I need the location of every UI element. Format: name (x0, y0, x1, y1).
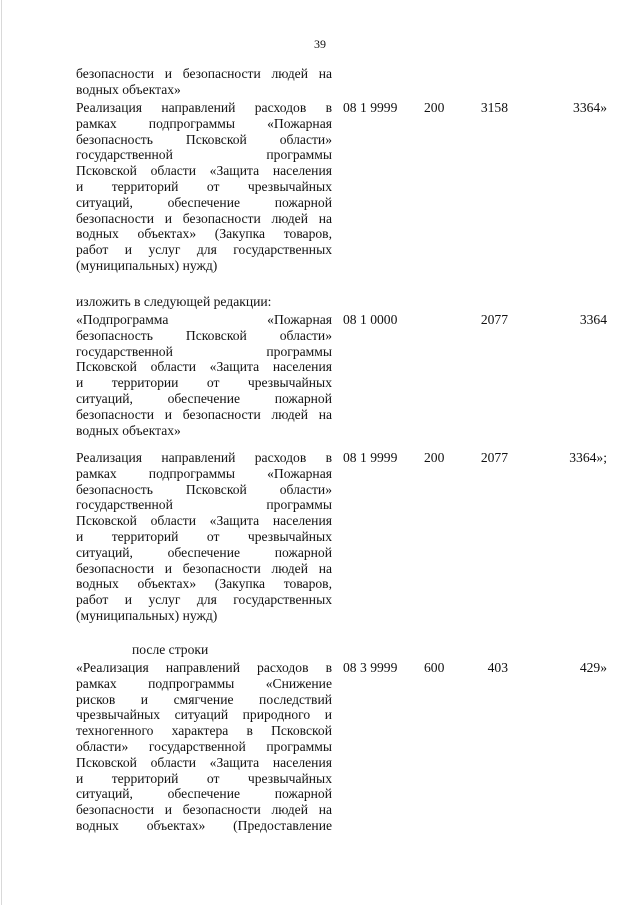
instruction-text (76, 642, 332, 658)
text-line: водных объектах» (Закупка товаров, (76, 576, 332, 592)
text-line: ситуаций, обеспечение пожарной (76, 786, 332, 802)
text-line: области» государственной программы (76, 738, 332, 754)
text-line: государственной программы (76, 343, 332, 359)
amount-cell: 3364»; (569, 450, 607, 465)
text-line: Реализация направлений расходов в (76, 100, 332, 115)
amount-cell: 3364 (579, 312, 607, 327)
text-line: после строки (132, 642, 209, 657)
amount-cell: 2077 (480, 450, 508, 465)
table-row-text (76, 312, 332, 438)
text-line: и территорий от чрезвычайных (76, 770, 332, 786)
text-line: «Подпрограмма «Пожарная (76, 312, 332, 327)
text-line: водных объектах» (76, 81, 181, 97)
text-line: водных объектах» (Закупка товаров, (76, 226, 332, 242)
text-line: Псковской области «Защита населения (76, 513, 332, 529)
text-line: «Реализация направлений расходов в (76, 660, 332, 675)
text-line: (муниципальных) нужд) (76, 257, 218, 273)
text-line: водных объектах» (Предоставление (76, 817, 332, 833)
text-line: государственной программы (76, 497, 332, 513)
text-line: безопасность Псковской области» (76, 327, 332, 343)
text-line: техногенного характера в Псковской (76, 723, 332, 739)
table-row-text-continued (76, 66, 332, 98)
expense-type-cell: 600 (424, 660, 445, 675)
amount-cell: 2077 (480, 312, 508, 327)
text-line: государственной программы (76, 147, 332, 163)
instruction-text (76, 294, 356, 310)
text-line: работ и услуг для государственных (76, 242, 332, 258)
text-line: безопасность Псковской области» (76, 131, 332, 147)
text-line: (муниципальных) нужд) (76, 607, 218, 623)
text-line: безопасности и безопасности людей на (76, 66, 332, 81)
amount-cell: 3158 (480, 100, 508, 115)
text-line: Реализация направлений расходов в (76, 450, 332, 465)
target-code-cell: 08 1 9999 (343, 100, 398, 115)
text-line: безопасности и безопасности людей на (76, 406, 332, 422)
text-line: ситуаций, обеспечение пожарной (76, 544, 332, 560)
text-line: безопасность Псковской области» (76, 481, 332, 497)
text-line: изложить в следующей редакции: (76, 294, 272, 309)
amount-cell: 403 (487, 660, 508, 675)
text-line: ситуаций, обеспечение пожарной (76, 390, 332, 406)
text-line: и территорий от чрезвычайных (76, 178, 332, 194)
text-line: безопасности и безопасности людей на (76, 560, 332, 576)
text-line: работ и услуг для государственных (76, 592, 332, 608)
page-number: 39 (314, 37, 326, 51)
text-line: безопасности и безопасности людей на (76, 210, 332, 226)
text-line: водных объектах» (76, 422, 181, 438)
text-line: ситуаций, обеспечение пожарной (76, 194, 332, 210)
table-row-text (76, 660, 332, 834)
text-line: рисков и смягчение последствий (76, 691, 332, 707)
scan-edge (1, 0, 2, 905)
text-line: рамках подпрограммы «Снижение (76, 675, 332, 691)
text-line: рамках подпрограммы «Пожарная (76, 465, 332, 481)
text-line: безопасности и безопасности людей на (76, 802, 332, 818)
text-line: Псковской области «Защита населения (76, 359, 332, 375)
target-code-cell: 08 1 0000 (343, 312, 398, 327)
target-code-cell: 08 1 9999 (343, 450, 398, 465)
text-line: Псковской области «Защита населения (76, 163, 332, 179)
target-code-cell: 08 3 9999 (343, 660, 398, 675)
amount-cell: 3364» (573, 100, 607, 115)
table-row-text (76, 100, 332, 274)
text-line: чрезвычайных ситуаций природного и (76, 707, 332, 723)
text-line: рамках подпрограммы «Пожарная (76, 115, 332, 131)
text-line: Псковской области «Защита населения (76, 754, 332, 770)
expense-type-cell: 200 (424, 450, 445, 465)
text-line: и территорий от чрезвычайных (76, 528, 332, 544)
text-line: и территории от чрезвычайных (76, 375, 332, 391)
amount-cell: 429» (579, 660, 607, 675)
expense-type-cell: 200 (424, 100, 445, 115)
table-row-text (76, 450, 332, 624)
